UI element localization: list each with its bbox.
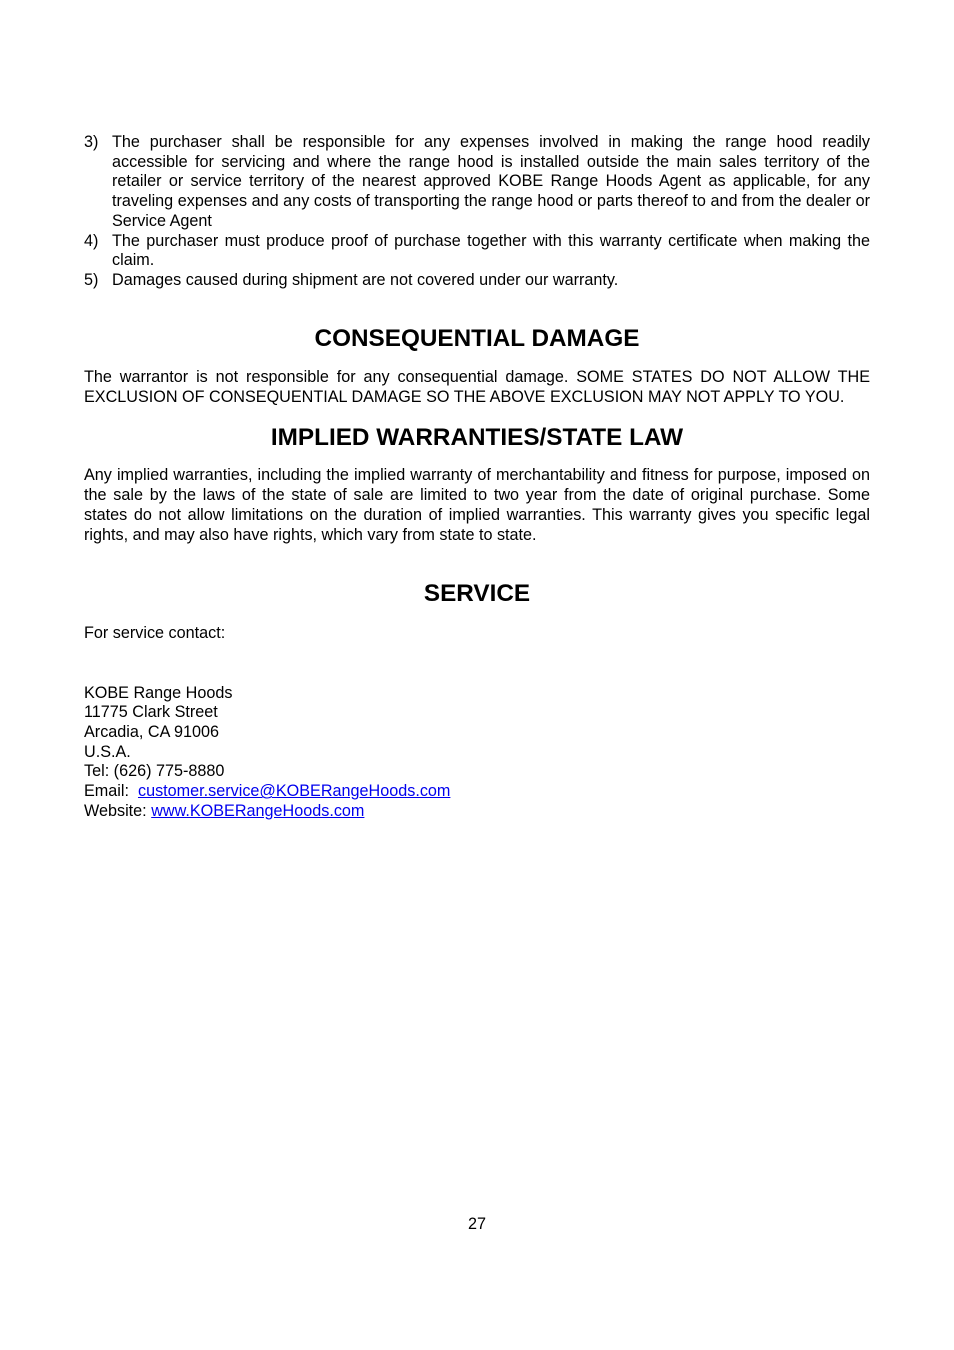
list-item-text: The purchaser shall be responsible for any expenses involved in making the range hood readily accessible for servicing and where the range hood is installed outside the main sales territory of the retailer or service territory of the nearest approved KOBE Range Hoods Agent as applicable, for any traveling expenses and any costs of transporting the range hood or parts thereof to and from the dealer or Service Agent (112, 133, 870, 230)
consequential-damage-paragraph: The warrantor is not responsible for any consequential damage. SOME STATES DO NOT ALLOW THE EXCLUSION OF CONSEQUENTIAL DAMAGE SO THE ABOVE EXCLUSION MAY NOT APPLY TO YOU. (84, 368, 870, 407)
document-page (84, 133, 870, 822)
list-item-number: 4) (84, 231, 99, 250)
implied-warranties-heading: IMPLIED WARRANTIES/STATE LAW (270, 423, 684, 451)
email-line (84, 782, 870, 802)
service-address-block (84, 684, 870, 822)
country: U.S.A. (84, 742, 131, 761)
list-item (84, 232, 870, 271)
list-item-number: 3) (84, 133, 99, 151)
email-label: Email: (84, 782, 129, 801)
service-intro: For service contact: (84, 623, 226, 642)
page-number: 27 (467, 1215, 486, 1233)
consequential-damage-heading: CONSEQUENTIAL DAMAGE (314, 324, 640, 352)
list-item (84, 271, 870, 291)
street-address: 11775 Clark Street (84, 703, 218, 722)
implied-warranties-paragraph: Any implied warranties, including the implied warranty of merchantability and fitness for purpose, imposed on the sale by the laws of the state of sale are limited to two year from the date of original purchase. Some states do not allow limitations on the duration of implied warranties. This warranty gives you specific legal rights, and may also have rights, which vary from state to state. (84, 466, 870, 544)
warranty-terms-list (84, 133, 870, 291)
city-state-zip: Arcadia, CA 91006 (84, 723, 219, 742)
service-heading: SERVICE (423, 580, 531, 608)
telephone: Tel: (626) 775-8880 (84, 762, 225, 781)
email-link[interactable]: customer.service@KOBERangeHoods.com (137, 782, 451, 801)
website-label: Website: (84, 801, 147, 820)
list-item (84, 133, 870, 232)
list-item-text: The purchaser must produce proof of purchase together with this warranty certificate when making the claim. (112, 231, 870, 270)
company-name: KOBE Range Hoods (84, 683, 233, 702)
list-item-number: 5) (84, 270, 99, 289)
website-link[interactable]: www.KOBERangeHoods.com (151, 801, 365, 820)
list-item-text: Damages caused during shipment are not covered under our warranty. (112, 270, 619, 289)
website-line (84, 802, 870, 822)
